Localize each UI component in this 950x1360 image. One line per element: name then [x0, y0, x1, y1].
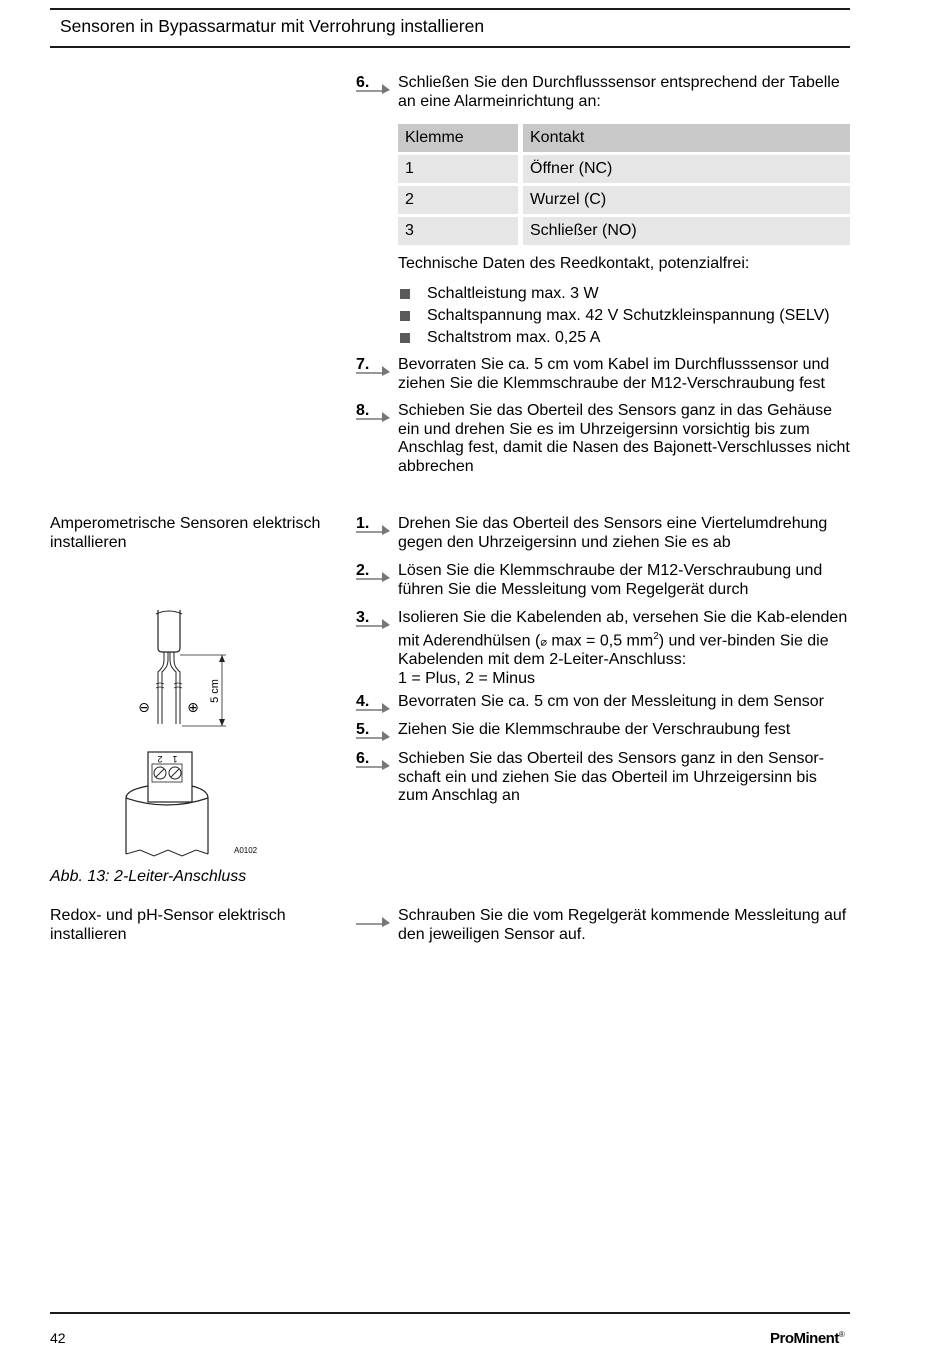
step-text: Ziehen Sie die Klemmschraube der Verschraubung fest	[398, 721, 791, 738]
step-number: 2.	[356, 562, 392, 582]
step-text: Schieben Sie das Oberteil des Sensors ganz in das Gehäuse ein und drehen Sie es im Uhrzeigersinn vorsichtig bis zum Anschlag fest, damit die Nasen des Bajonett-Verschlusses nicht abbrechen	[398, 402, 850, 475]
tech-data-list	[398, 283, 830, 349]
table-header-row	[398, 124, 850, 152]
step-number: 7.	[356, 356, 392, 376]
step-6-alarm	[356, 74, 850, 111]
page-header-title: Sensoren in Bypassarmatur mit Verrohrung installieren	[60, 16, 485, 36]
step-number: 6.	[356, 750, 392, 770]
footer-rule	[50, 1312, 850, 1314]
minus-symbol: ⊖	[138, 700, 150, 716]
step-arrow-icon	[356, 356, 392, 376]
amp-step-2	[356, 562, 850, 599]
step-number	[356, 907, 392, 927]
amp-step-1	[356, 515, 850, 552]
list-item: Schaltstrom max. 0,25 A	[398, 327, 830, 349]
table-cell: Schließer (NO)	[523, 217, 850, 245]
prominent-logo: ProMinent®	[770, 1330, 845, 1347]
side-heading-amperometric: Amperometrische Sensoren elektrisch installieren	[50, 515, 321, 551]
plus-symbol: ⊕	[187, 700, 199, 716]
table-cell: Wurzel (C)	[523, 186, 850, 214]
tech-data-intro: Technische Daten des Reedkontakt, potenzialfrei:	[398, 255, 750, 272]
step-arrow-icon	[356, 562, 392, 582]
table-cell: 2	[398, 186, 523, 214]
table-row	[398, 186, 850, 214]
step-text: Drehen Sie das Oberteil des Sensors eine Viertelumdrehung gegen den Uhrzeigersinn und ziehen Sie es ab	[398, 515, 828, 551]
terminal-table	[398, 121, 850, 248]
step-text: Schließen Sie den Durchflusssensor entsprechend der Tabelle an eine Alarmeinrichtung an:	[398, 74, 840, 110]
step-text: Schieben Sie das Oberteil des Sensors ganz in den Sensor-schaft ein und ziehen Sie das Oberteil im Uhrzeigersinn bis zum Anschlag an	[398, 750, 825, 804]
header-top-rule	[50, 8, 850, 10]
figure-caption: Abb. 13: 2-Leiter-Anschluss	[50, 868, 247, 885]
step-text: Isolieren Sie die Kabelenden ab, versehen Sie die Kab-elenden mit Aderendhülsen (⌀ max = 0,5 $mm^2$) und ver-binden Sie die Kabelenden mit dem 2-Leiter-Anschluss: 1 = Plus, 2 = Minus	[398, 609, 848, 687]
step-arrow-icon	[356, 515, 392, 535]
list-item: Schaltspannung max. 42 V Schutzkleinspannung (SELV)	[398, 305, 830, 327]
table-cell: Öffner (NC)	[523, 155, 850, 183]
table-cell: 3	[398, 217, 523, 245]
step-arrow-icon	[356, 750, 392, 770]
step-arrow-icon	[356, 721, 392, 741]
step-arrow-icon	[356, 74, 392, 94]
header-bottom-rule	[50, 46, 850, 48]
table-row	[398, 217, 850, 245]
table-header-cell: Klemme	[398, 124, 523, 152]
step-7-cable	[356, 356, 850, 393]
dimension-label: 5 cm	[209, 679, 221, 703]
step-number: 5.	[356, 721, 392, 741]
step-number: 4.	[356, 693, 392, 713]
redox-step	[356, 907, 850, 944]
page-number: 42	[50, 1330, 66, 1346]
terminal-label: 2	[157, 754, 163, 764]
step-text: Bevorraten Sie ca. 5 cm von der Messleitung in dem Sensor	[398, 693, 824, 710]
diameter-icon: ⌀	[540, 635, 547, 648]
terminal-label: 1	[172, 754, 178, 764]
figure-code: A0102	[234, 846, 258, 855]
side-heading-redox-ph: Redox- und pH-Sensor elektrisch installieren	[50, 907, 286, 943]
table-row	[398, 155, 850, 183]
amp-step-3	[356, 609, 850, 688]
amp-step-4	[356, 693, 850, 712]
step-text: Lösen Sie die Klemmschraube der M12-Verschraubung und führen Sie die Messleitung vom Regelgerät durch	[398, 562, 823, 598]
step-arrow-icon	[356, 693, 392, 713]
step-arrow-icon	[356, 609, 392, 629]
step-number: 6.	[356, 74, 392, 94]
amp-step-6	[356, 750, 850, 806]
step-number: 1.	[356, 515, 392, 535]
list-item: Schaltleistung max. 3 W	[398, 283, 830, 305]
step-text: Bevorraten Sie ca. 5 cm vom Kabel im Durchflusssensor und ziehen Sie die Klemmschraube der M12-Verschraubung fest	[398, 356, 830, 392]
table-cell: 1	[398, 155, 523, 183]
step-8-mount	[356, 402, 850, 476]
step-arrow-icon	[356, 402, 392, 422]
two-wire-connection-figure	[110, 600, 270, 860]
amp-step-5	[356, 721, 850, 740]
table-header-cell: Kontakt	[523, 124, 850, 152]
step-text: Schrauben Sie die vom Regelgerät kommende Messleitung auf den jeweiligen Sensor auf.	[398, 907, 847, 943]
step-arrow-icon	[356, 907, 392, 927]
step-number: 3.	[356, 609, 392, 629]
step-number: 8.	[356, 402, 392, 422]
